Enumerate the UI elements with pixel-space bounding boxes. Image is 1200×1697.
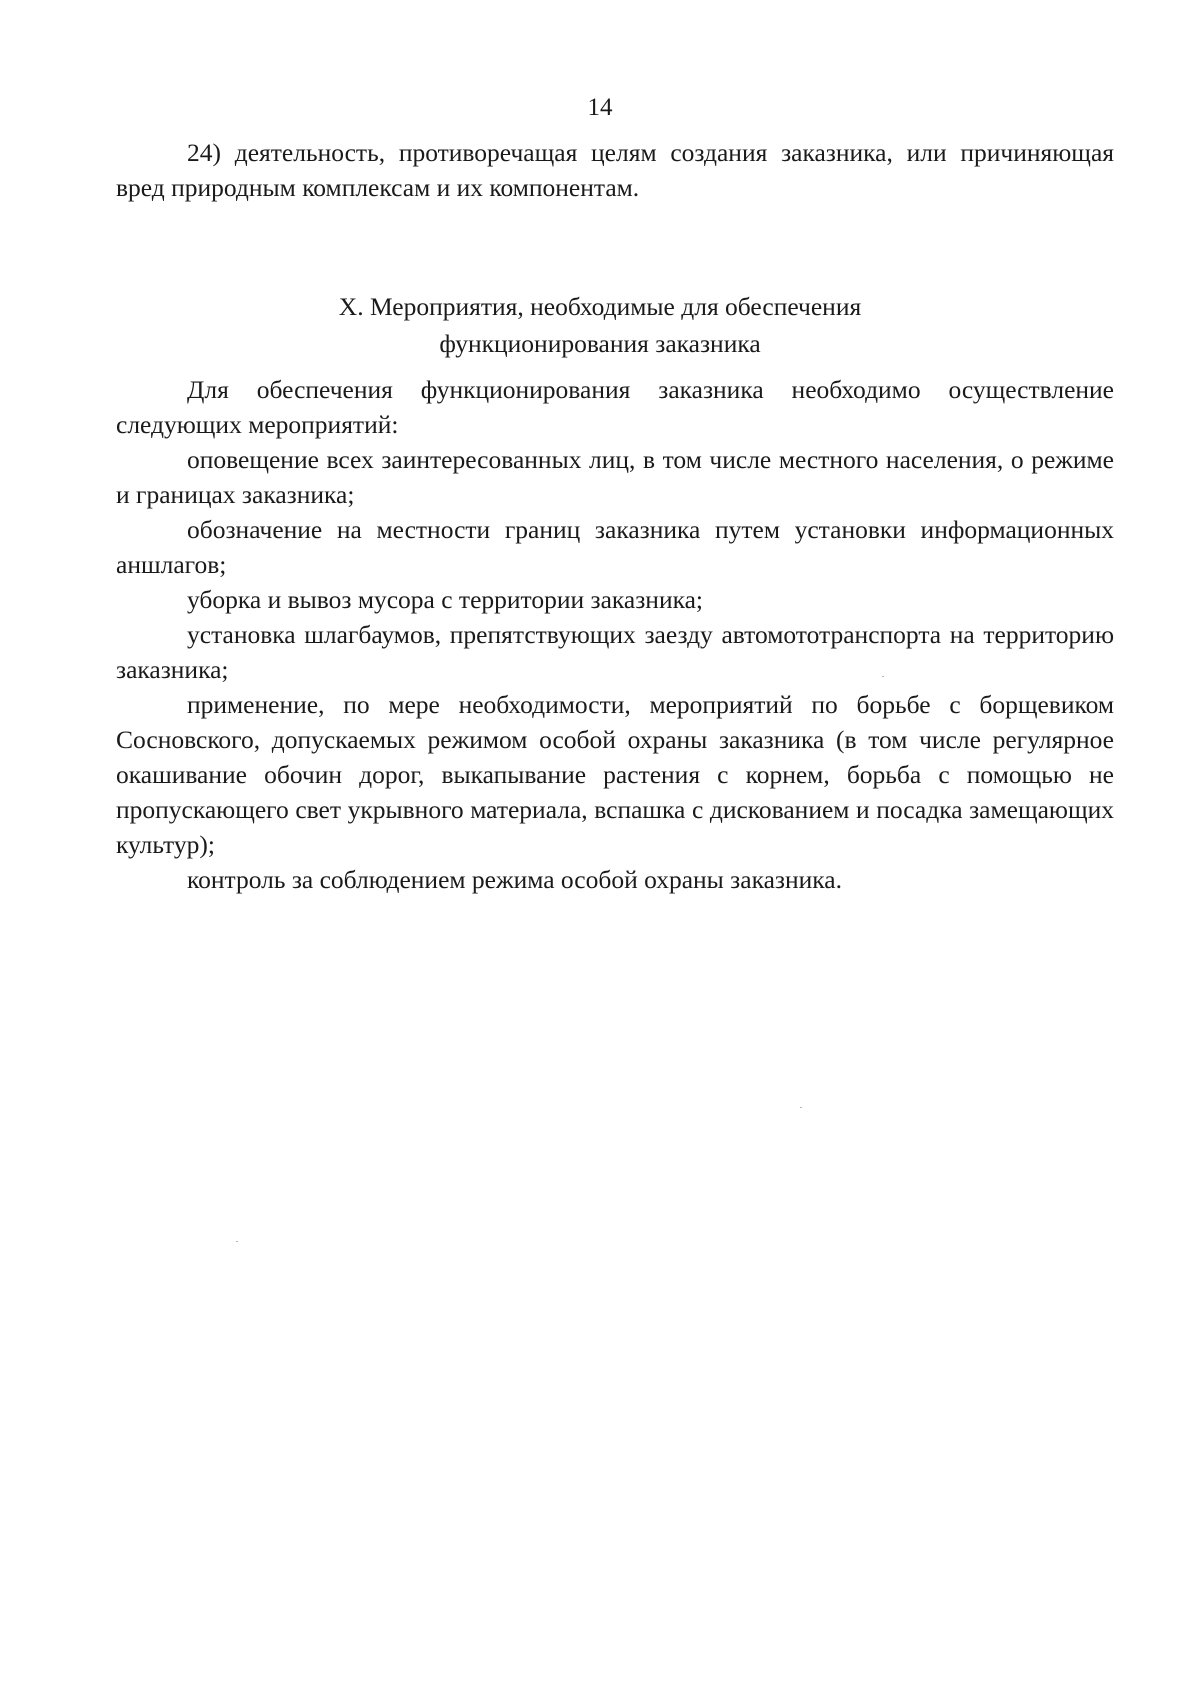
scan-speck xyxy=(800,1107,802,1108)
page-number: 14 xyxy=(587,94,613,121)
section-heading-line-2: функционирования заказника xyxy=(439,329,761,358)
section-body xyxy=(116,372,1114,897)
body-paragraph-boundary-signs: обозначение на местности границ заказника путем установки информационных аншлагов; xyxy=(116,515,1114,579)
section-heading xyxy=(0,288,1200,362)
body-paragraph-regime-control: контроль за соблюдением режима особой охраны заказника. xyxy=(187,865,842,894)
item-24-paragraph: 24) деятельность, противоречащая целям создания заказника, или причиняющая вред природным комплексам и их компонентам. xyxy=(116,138,1114,202)
body-paragraph-hogweed-control: применение, по мере необходимости, мероприятий по борьбе с борщевиком Сосновского, допускаемых режимом особой охраны заказника (в том числе регулярное окашивание обочин дорог, выкапывание растения с корнем, борьба с помощью не пропускающего свет укрывного материала, вспашка с дискованием и посадка замещающих культур); xyxy=(116,690,1114,859)
body-paragraph-waste-removal: уборка и вывоз мусора с территории заказника; xyxy=(187,585,704,614)
scan-speck xyxy=(236,1241,238,1242)
scan-speck xyxy=(882,676,884,677)
body-paragraph-barriers: установка шлагбаумов, препятствующих заезду автомототранспорта на территорию заказника; xyxy=(116,620,1114,684)
item-24-block xyxy=(116,135,1114,205)
body-paragraph-notification: оповещение всех заинтересованных лиц, в том числе местного населения, о режиме и границах заказника; xyxy=(116,445,1114,509)
body-paragraph-intro: Для обеспечения функционирования заказника необходимо осуществление следующих мероприятий: xyxy=(116,375,1114,439)
section-heading-line-1: X. Мероприятия, необходимые для обеспечения xyxy=(338,292,862,321)
